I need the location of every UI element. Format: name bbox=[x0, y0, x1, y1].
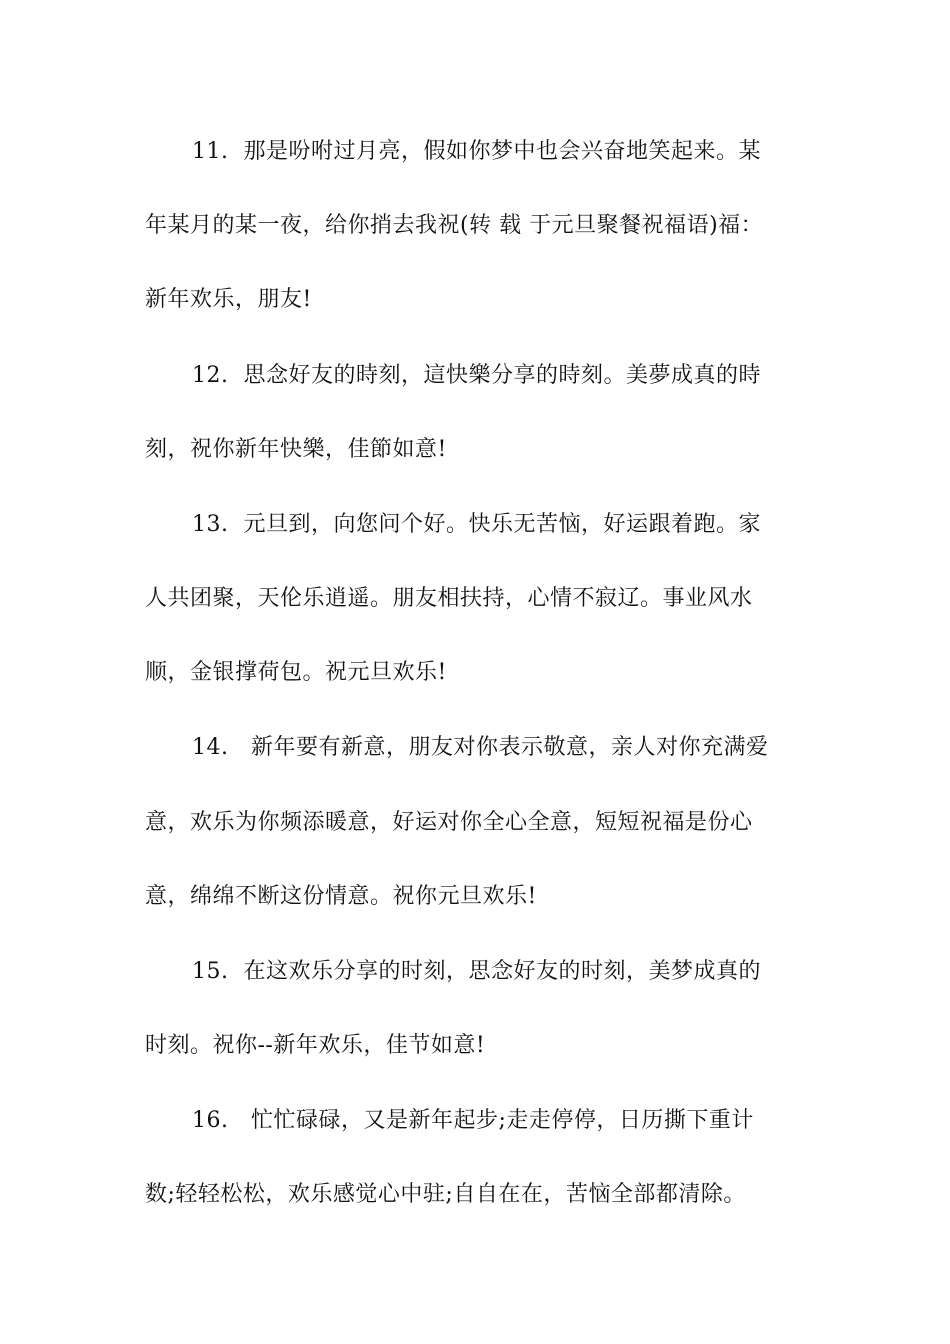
item-11-line-2: 年某月的某一夜，给你捎去我祝(转 载 于元旦聚餐祝福语)福： bbox=[145, 213, 764, 238]
item-15-line-1: 15. 在这欢乐分享的时刻，思念好友的时刻，美梦成真的 bbox=[192, 959, 761, 984]
item-13-line-1: 13. 元旦到，向您问个好。快乐无苦恼，好运跟着跑。家 bbox=[192, 512, 761, 537]
item-11-line-1: 11. 那是吩咐过月亮，假如你梦中也会兴奋地笑起来。某 bbox=[192, 139, 761, 164]
item-14-line-1: 14. 新年要有新意，朋友对你表示敬意，亲人对你充满爱 bbox=[192, 735, 769, 760]
item-11-line-3: 新年欢乐，朋友! bbox=[145, 287, 312, 312]
item-16-line-1: 16. 忙忙碌碌，又是新年起步;走走停停，日历撕下重计 bbox=[192, 1108, 754, 1133]
item-14-line-2: 意，欢乐为你频添暖意，好运对你全心全意，短短祝福是份心 bbox=[145, 810, 753, 835]
item-13-line-2: 人共团聚，天伦乐逍遥。朋友相扶持，心情不寂辽。事业风水 bbox=[145, 586, 753, 611]
item-13-line-3: 顺，金银撑荷包。祝元旦欢乐! bbox=[145, 660, 447, 685]
item-16-line-2: 数;轻轻松松，欢乐感觉心中驻;自自在在，苦恼全部都清除。 bbox=[145, 1182, 746, 1207]
item-14-line-3: 意，绵绵不断这份情意。祝你元旦欢乐! bbox=[145, 884, 537, 909]
item-12-line-1: 12. 思念好友的時刻，這快樂分享的時刻。美夢成真的時 bbox=[192, 363, 761, 388]
item-15-line-2: 时刻。祝你--新年欢乐，佳节如意! bbox=[145, 1033, 486, 1058]
item-12-line-2: 刻，祝你新年快樂，佳節如意! bbox=[145, 437, 447, 462]
